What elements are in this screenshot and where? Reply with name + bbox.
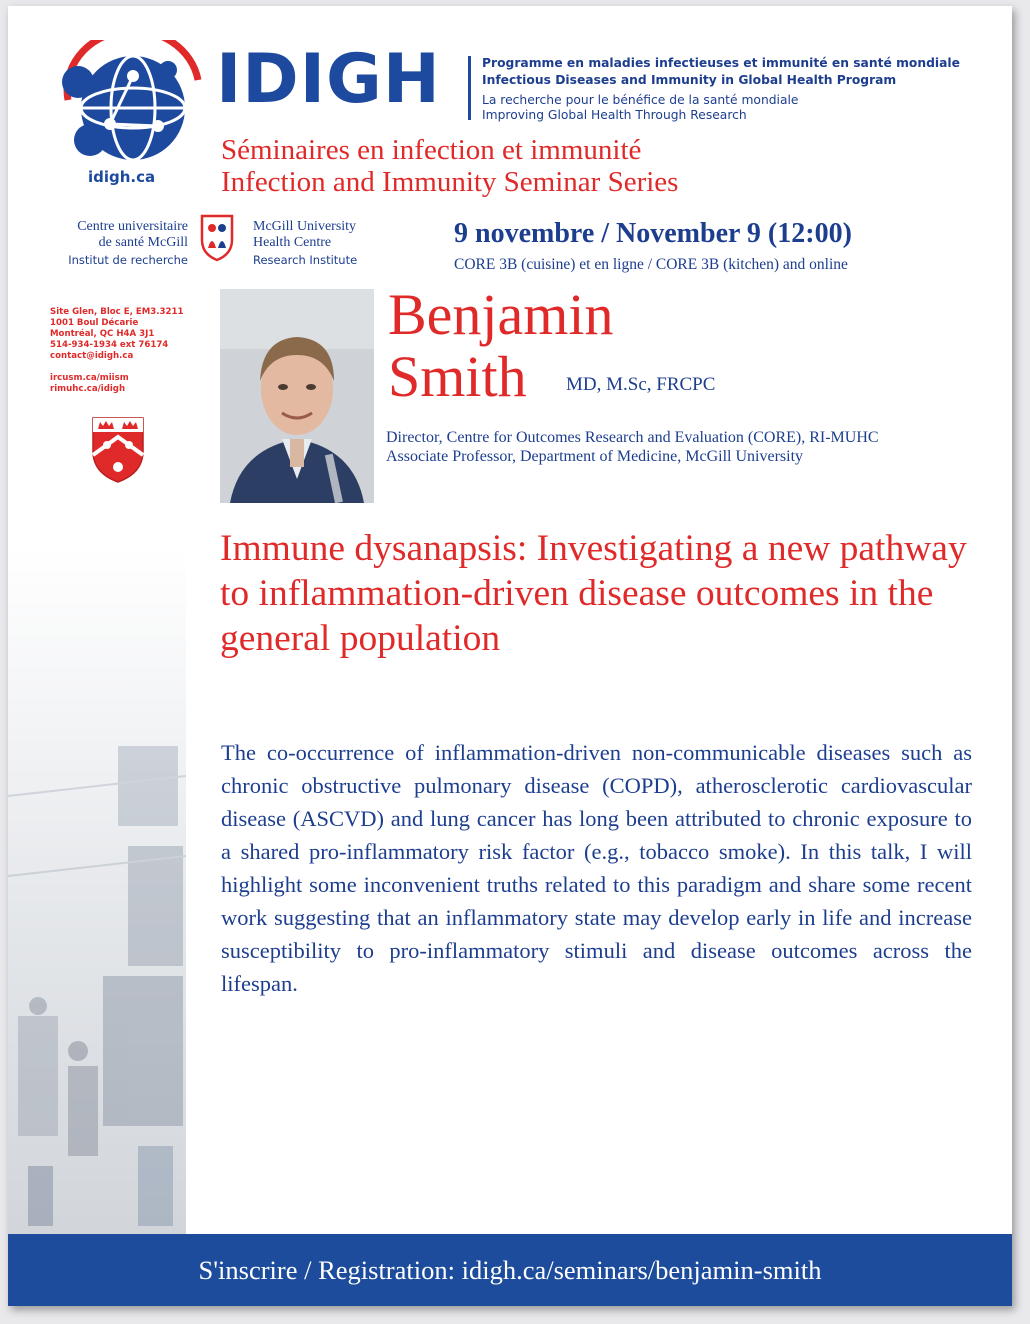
speaker-credentials: MD, M.Sc, FRCPC bbox=[566, 374, 716, 395]
contact-phone: 514-934-1934 ext 76174 bbox=[50, 340, 169, 350]
logo-divider bbox=[468, 56, 471, 120]
speaker-photo bbox=[220, 289, 374, 503]
speaker-last-name: Smith bbox=[388, 344, 527, 409]
speaker-role-2: Associate Professor, Department of Medicine, McGill University bbox=[386, 448, 804, 465]
idigh-globe-logo bbox=[48, 40, 208, 170]
contact-address-3: Montréal, QC H4A 3J1 bbox=[50, 329, 155, 339]
contact-link-1[interactable]: ircusm.ca/miism bbox=[50, 373, 129, 383]
program-line-2: Infectious Diseases and Immunity in Global Health Program bbox=[482, 73, 897, 87]
contact-email[interactable]: contact@idigh.ca bbox=[50, 351, 134, 361]
speaker-first-name: Benjamin bbox=[388, 282, 614, 347]
registration-link[interactable]: S'inscrire / Registration: idigh.ca/seminars/benjamin-smith bbox=[198, 1255, 822, 1285]
institution-fr-line3: Institut de recherche bbox=[68, 253, 188, 267]
institution-fr bbox=[48, 219, 188, 269]
event-date: 9 novembre / November 9 (12:00) bbox=[454, 218, 852, 249]
contact-address-2: 1001 Boul Décarie bbox=[50, 318, 139, 328]
background-photo bbox=[8, 546, 186, 1236]
talk-abstract: The co-occurrence of inflammation-driven non-communicable diseases such as chronic obstructive pulmonary disease (COPD), atherosclerotic cardiovascular disease (ASCVD) and lung cancer has long been attributed to chronic exposure to a shared pro-inflammatory risk factor (e.g., tobacco smoke). In this talk, I will highlight some inconvenient truths related to this paradigm and share some recent work suggesting that an inflammatory state may develop early in life and increase susceptibility to pro-inflammatory stimuli and disease outcomes across the lifespan. bbox=[221, 740, 972, 996]
institution-fr-line2: de santé McGill bbox=[98, 235, 188, 250]
institution-en bbox=[253, 219, 357, 269]
logo-wordmark: IDIGH bbox=[216, 40, 441, 119]
event-location: CORE 3B (cuisine) et en ligne / CORE 3B (kitchen) and online bbox=[454, 256, 848, 273]
institution-en-line3: Research Institute bbox=[253, 253, 358, 267]
muhc-shield-icon bbox=[200, 212, 234, 262]
program-line-3: La recherche pour le bénéfice de la santé mondiale bbox=[482, 93, 799, 107]
mcgill-crest-icon bbox=[90, 415, 146, 485]
logo-url[interactable]: idigh.ca bbox=[88, 168, 156, 186]
institution-en-line1: McGill University bbox=[253, 219, 357, 234]
institution-fr-line1: Centre universitaire bbox=[77, 219, 188, 234]
talk-title: Immune dysanapsis: Investigating a new pathway to inflammation-driven disease outcomes in the general population bbox=[220, 528, 967, 659]
series-title-en: Infection and Immunity Seminar Series bbox=[221, 166, 679, 198]
contact-link-2[interactable]: rimuhc.ca/idigh bbox=[50, 384, 126, 394]
contact-address-1: Site Glen, Bloc E, EM3.3211 bbox=[50, 307, 184, 317]
series-title-fr: Séminaires en infection et immunité bbox=[221, 134, 642, 166]
institution-en-line2: Health Centre bbox=[253, 235, 332, 250]
program-line-1: Programme en maladies infectieuses et immunité en santé mondiale bbox=[482, 56, 960, 70]
speaker-role-1: Director, Centre for Outcomes Research and Evaluation (CORE), RI-MUHC bbox=[386, 429, 879, 446]
seminar-poster bbox=[8, 6, 1012, 1306]
program-line-4: Improving Global Health Through Research bbox=[482, 108, 747, 122]
registration-footer bbox=[8, 1234, 1012, 1306]
